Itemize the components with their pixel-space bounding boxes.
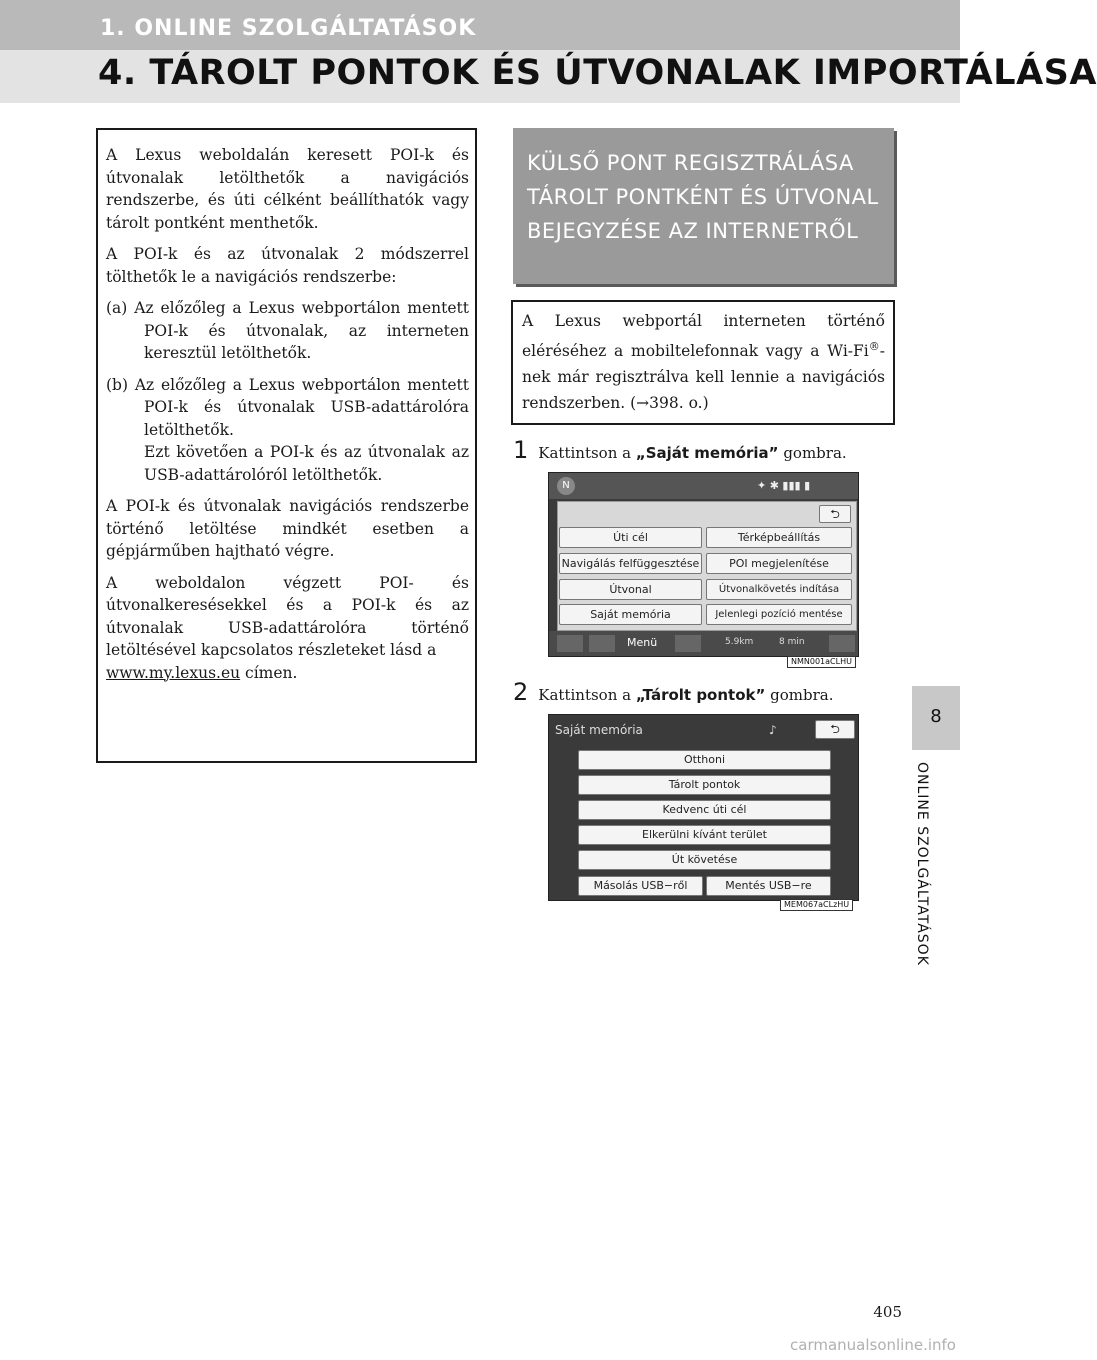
lexus-link[interactable]: www.my.lexus.eu <box>106 663 241 682</box>
note-text-2: -nek már regisztrálva kell lennie a navigációs rendszerben. (→398. o.) <box>522 342 885 413</box>
intro-paragraph-1: A Lexus weboldalán keresett POI-k és útvonalak letölthetők a navigációs rendszerbe, és úti célként beállíthatók vagy tárolt pontként menthetők. <box>106 146 469 232</box>
note-box <box>511 300 895 425</box>
step-button-name: „Tárolt pontok” <box>635 686 766 704</box>
favourite-destination-button[interactable]: Kedvenc úti cél <box>578 800 831 820</box>
destination-button[interactable]: Úti cél <box>559 527 702 548</box>
scale-icon[interactable] <box>829 635 855 652</box>
menu-label[interactable]: Menü <box>627 636 658 649</box>
page-number: 405 <box>873 1303 902 1321</box>
suspend-navigation-button[interactable]: Navigálás felfüggesztése <box>559 553 702 574</box>
show-poi-button[interactable]: POI megjelenítése <box>706 553 852 574</box>
save-current-position-button[interactable]: Jelenlegi pozíció mentése <box>706 604 852 625</box>
signal-icons: ✦ ✱ ▮▮▮ ▮ <box>757 479 811 492</box>
screen-title: Saját memória <box>555 723 643 737</box>
chapter-tab <box>912 686 960 750</box>
intro-box <box>96 128 477 763</box>
zoom-icon[interactable] <box>589 635 615 652</box>
back-icon[interactable]: ⮌ <box>819 505 851 523</box>
compass-icon[interactable]: N <box>557 477 575 495</box>
time-readout: 8 min <box>779 637 805 647</box>
registered-mark: ® <box>868 340 880 353</box>
distance-readout: 5.9km <box>725 637 754 647</box>
intro-paragraph-4-end: címen. <box>240 663 298 682</box>
method-a-text: Az előzőleg a Lexus webportálon mentett POI-k és útvonalak, az interneten keresztül letölthetők. <box>134 299 469 362</box>
watermark: carmanualsonline.info <box>790 1336 956 1354</box>
method-b-text: Az előzőleg a Lexus webportálon mentett POI-k és útvonalak USB-adattárolóra letölthetők. <box>134 375 469 439</box>
intro-paragraph-2: A POI-k és az útvonalak 2 módszerrel tölthetők le a navigációs rendszerbe: <box>106 245 469 286</box>
step-1 <box>513 436 847 464</box>
map-settings-button[interactable]: Térképbeállítás <box>706 527 852 548</box>
chapter-bar <box>0 0 960 50</box>
step-text: Kattintson a <box>538 686 636 704</box>
figure-caption-2: MEM067aCLzHU <box>780 899 853 911</box>
step-text: Kattintson a <box>538 444 636 462</box>
arrow-icon[interactable] <box>675 635 701 652</box>
note-text-1: A Lexus webportál interneten történő eléréséhez a mobiltelefonnak vagy a Wi-Fi <box>522 312 885 361</box>
intro-paragraph-3: A POI-k és útvonalak navigációs rendszerbe történő letöltése mindkét esetben a gépjárműben hajtható végre. <box>106 497 469 560</box>
method-b-label: (b) <box>106 375 129 394</box>
step-text-end: gombra. <box>778 444 847 462</box>
side-label <box>914 762 942 1002</box>
figure-caption-1: NMN001aCLHU <box>787 656 856 668</box>
step-number: 1 <box>513 436 529 464</box>
section-title: 4. TÁROLT PONTOK ÉS ÚTVONALAK IMPORTÁLÁSA <box>98 53 1097 93</box>
method-b <box>106 374 469 487</box>
stored-points-button[interactable]: Tárolt pontok <box>578 775 831 795</box>
method-a <box>106 297 469 365</box>
method-b-text-2: Ezt követően a POI-k és az útvonalak az USB-adattárolóról letölthetők. <box>144 443 469 484</box>
intro-paragraph-4 <box>106 572 469 685</box>
intro-paragraph-4-text: A weboldalon végzett POI- és útvonalkeresésekkel és a POI-k és az útvonalak USB-adattárolóra történő letöltésével kapcsolatos részleteket lásd a <box>106 573 469 659</box>
chapter-number: 8 <box>930 706 942 727</box>
step-text-end: gombra. <box>765 686 834 704</box>
step-button-name: „Saját memória” <box>635 444 779 462</box>
copy-from-usb-button[interactable]: Másolás USB−ről <box>578 876 703 896</box>
side-chapter-label: ONLINE SZOLGÁLTATÁSOK <box>914 762 930 966</box>
map-icon[interactable] <box>557 635 583 652</box>
step-2 <box>513 678 833 706</box>
method-a-label: (a) <box>106 299 128 317</box>
route-tracking-button[interactable]: Út követése <box>578 850 831 870</box>
subheading-box: KÜLSŐ PONT REGISZTRÁLÁSA TÁROLT PONTKÉNT ÉS ÚTVONAL BEJEGYZÉSE AZ INTERNETRŐL <box>513 128 894 284</box>
back-icon[interactable]: ⮌ <box>815 720 855 739</box>
screenshot-my-memory <box>548 714 859 901</box>
chapter-title: 1. ONLINE SZOLGÁLTATÁSOK <box>100 16 477 41</box>
mute-icon: ♪ <box>769 723 777 737</box>
screenshot-main-menu <box>548 472 859 657</box>
step-number: 2 <box>513 678 529 706</box>
route-button[interactable]: Útvonal <box>559 579 702 600</box>
status-bar <box>549 473 858 499</box>
home-button[interactable]: Otthoni <box>578 750 831 770</box>
my-memory-button[interactable]: Saját memória <box>559 604 702 625</box>
save-to-usb-button[interactable]: Mentés USB−re <box>706 876 831 896</box>
avoid-area-button[interactable]: Elkerülni kívánt terület <box>578 825 831 845</box>
start-route-tracking-button[interactable]: Útvonalkövetés indítása <box>706 579 852 600</box>
